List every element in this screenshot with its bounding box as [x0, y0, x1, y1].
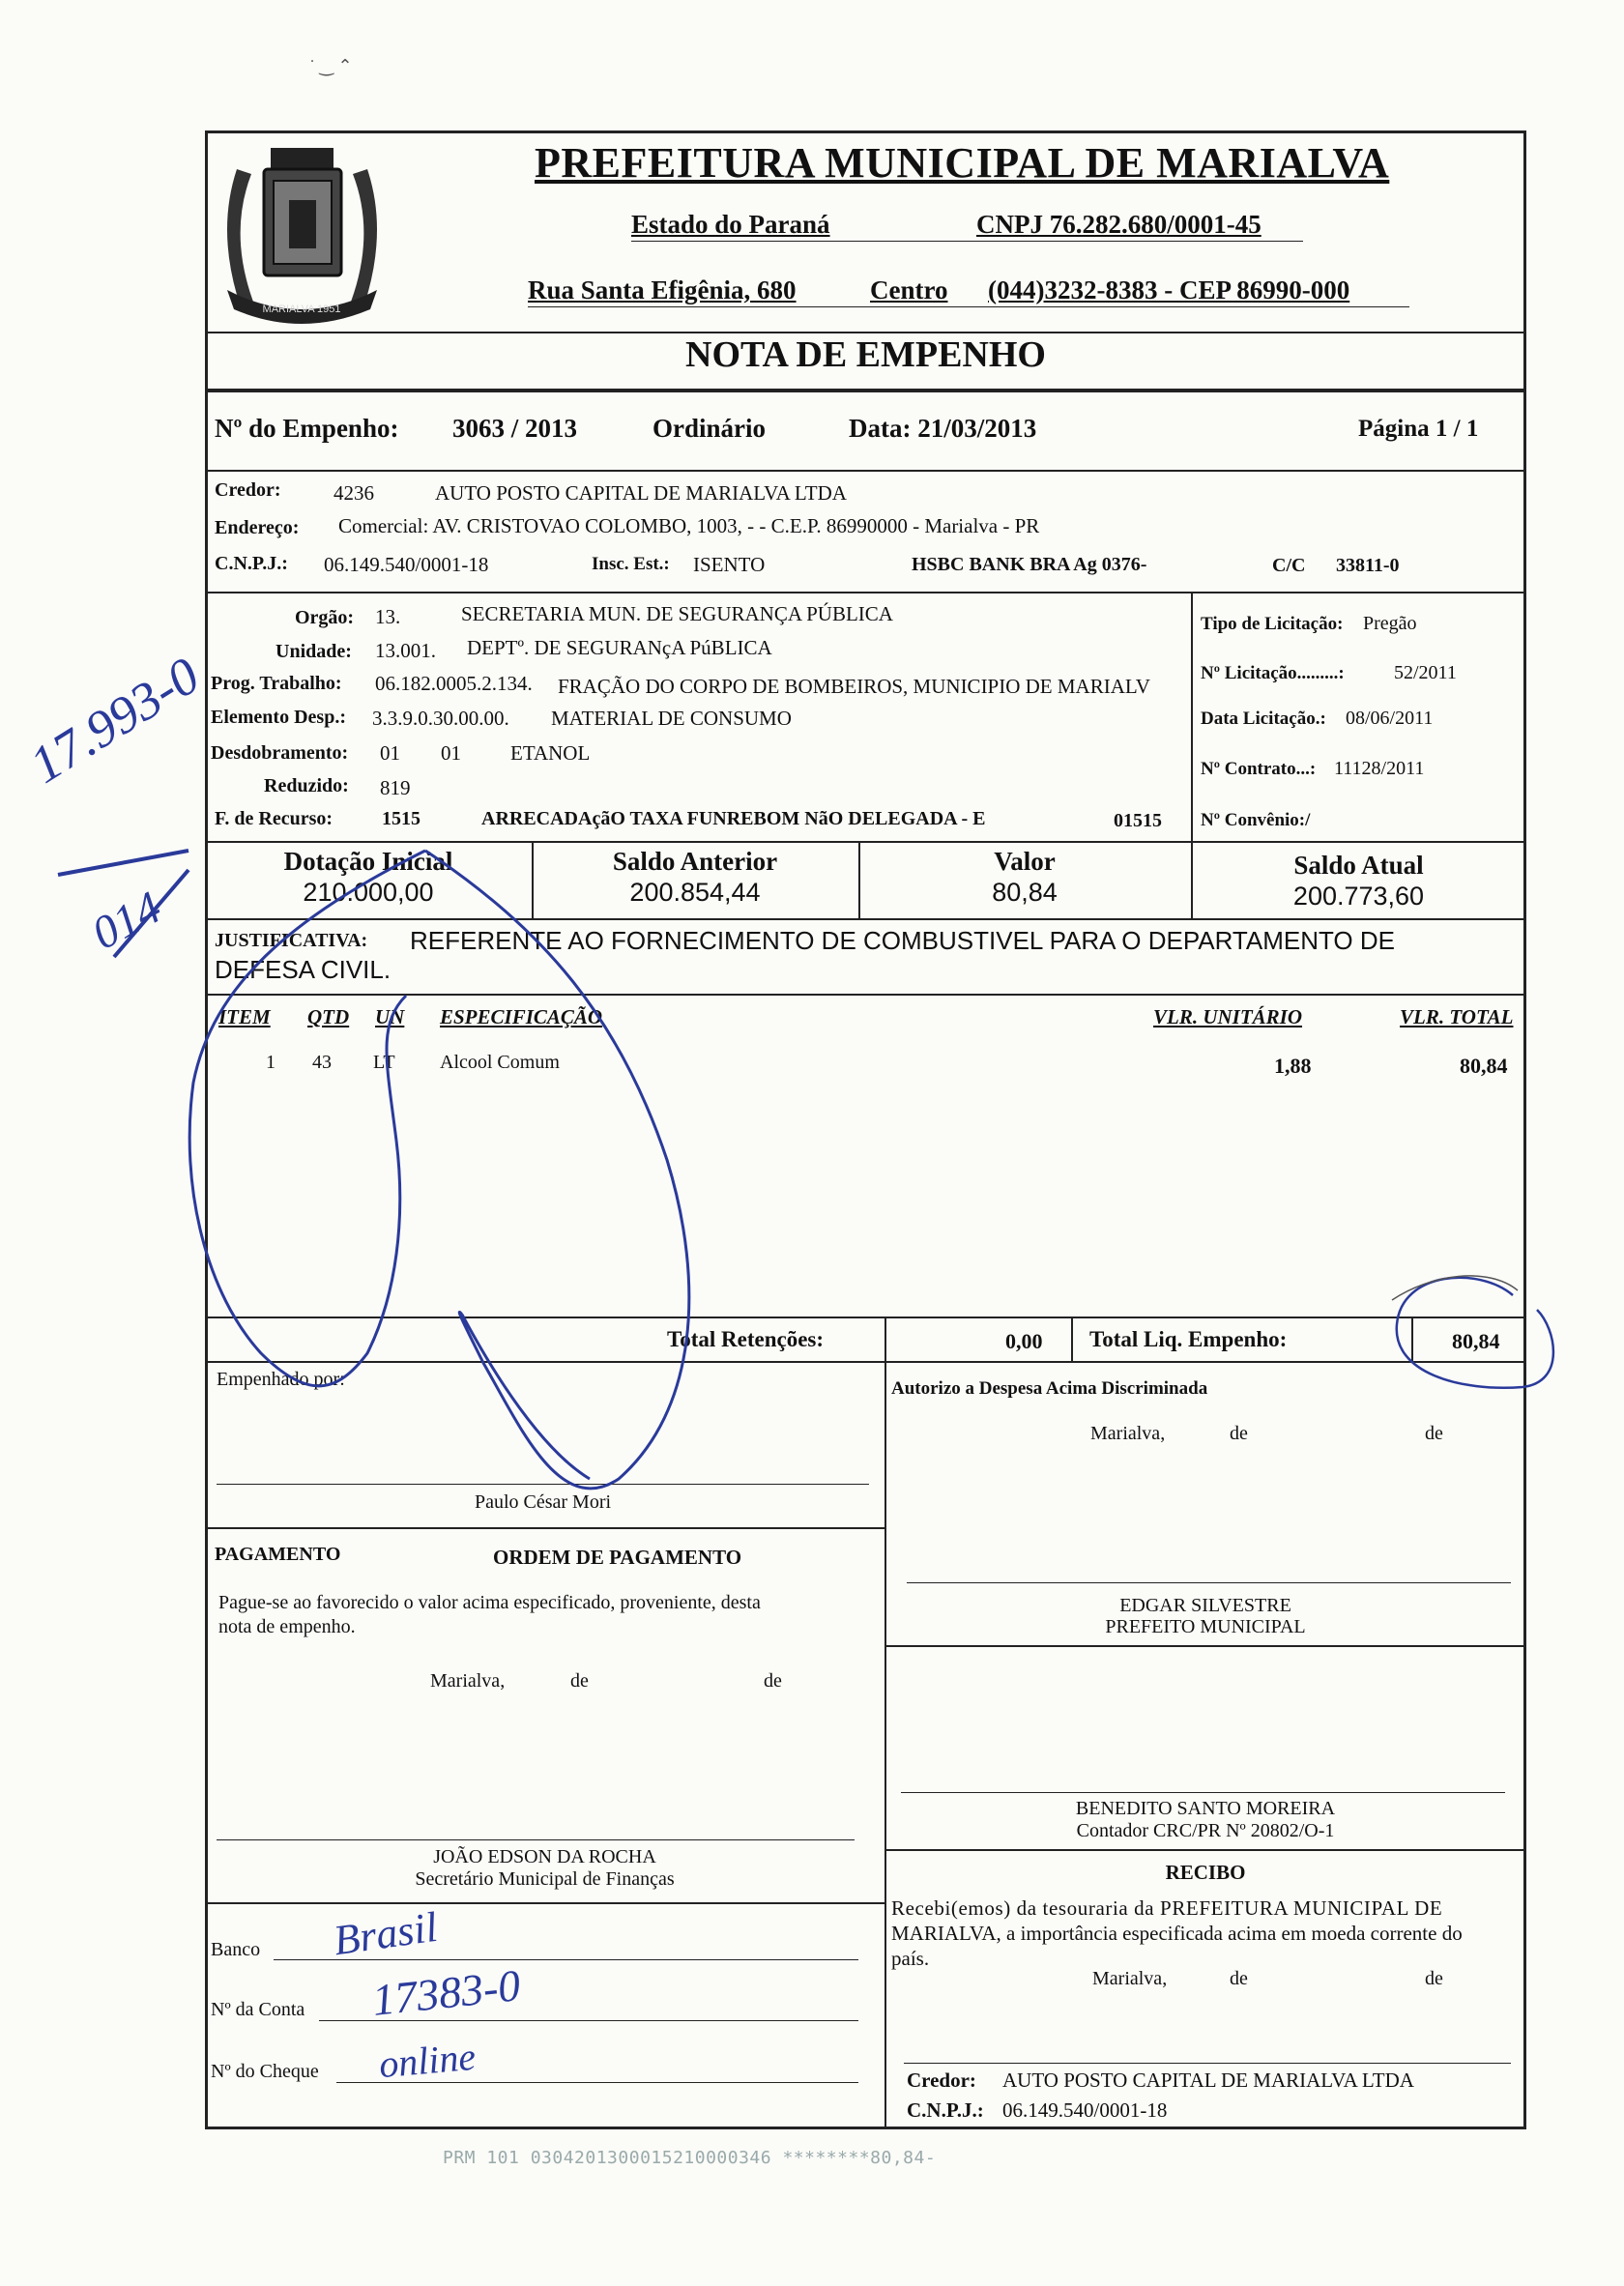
- cheque-handwritten: online: [377, 2034, 478, 2087]
- divider: [205, 1317, 1526, 1318]
- orgao-nome: SECRETARIA MUN. DE SEGURANÇA PÚBLICA: [461, 602, 893, 625]
- autorizo-de-1: de: [1230, 1423, 1248, 1444]
- pagamento-de-2: de: [764, 1670, 782, 1692]
- pagamento-texto-2: nota de empenho.: [218, 1616, 356, 1637]
- col-un: UN: [375, 1005, 405, 1028]
- doc-title: NOTA DE EMPENHO: [685, 334, 1046, 375]
- credor-banco: HSBC BANK BRA Ag 0376-: [912, 554, 1147, 575]
- empenho-pagina: Página 1 / 1: [1358, 416, 1479, 442]
- retencoes-valor: 0,00: [1005, 1329, 1043, 1353]
- credor-cc-label: C/C: [1272, 555, 1306, 576]
- empenho-tipo: Ordinário: [652, 414, 767, 443]
- credor-endereco-label: Endereço:: [215, 517, 300, 538]
- credor-label: Credor:: [215, 479, 281, 501]
- header-bairro: Centro: [870, 275, 948, 304]
- autorizo-local: Marialva,: [1090, 1423, 1166, 1444]
- prefeito-nome: EDGAR SILVESTRE: [1119, 1595, 1291, 1616]
- signature-line: [904, 2063, 1511, 2064]
- col-total: VLR. TOTAL: [1400, 1005, 1514, 1028]
- empenho-numero: 3063 / 2013: [452, 414, 578, 443]
- credor-insc-label: Insc. Est.:: [592, 554, 670, 574]
- row-un: LT: [373, 1052, 395, 1073]
- unidade-cod: 13.001.: [375, 639, 436, 662]
- recibo-de-2: de: [1425, 1968, 1443, 1989]
- prefeito-cargo: PREFEITO MUNICIPAL: [1105, 1616, 1306, 1637]
- banco-label: Banco: [211, 1939, 261, 1960]
- row-espec: Alcool Comum: [440, 1052, 560, 1073]
- col-espec: ESPECIFICAÇÃO: [440, 1005, 603, 1028]
- contador-nome: BENEDITO SANTO MOREIRA: [1075, 1798, 1336, 1819]
- pagamento-texto-1: Pague-se ao favorecido o valor acima especificado, proveniente, desta: [218, 1592, 761, 1613]
- saldo-anterior-label: Saldo Anterior: [612, 847, 778, 876]
- recibo-texto-3: país.: [891, 1947, 930, 1970]
- dotacao-label: Dotação Inicial: [283, 847, 453, 876]
- divider: [205, 1361, 1526, 1363]
- desdob-1: 01: [380, 741, 400, 765]
- col-item: ITEM: [218, 1005, 271, 1028]
- desdob-label: Desdobramento:: [211, 742, 349, 764]
- header-line-1: [631, 241, 1303, 242]
- empenhado-label: Empenhado por:: [217, 1369, 345, 1390]
- retencoes-label: Total Retenções:: [667, 1327, 825, 1351]
- elemento-cod: 3.3.9.0.30.00.00.: [372, 707, 509, 730]
- dotacao-valor: 210.000,00: [303, 878, 434, 907]
- credor-nome: AUTO POSTO CAPITAL DE MARIALVA LTDA: [435, 481, 847, 505]
- row-qtd: 43: [312, 1052, 332, 1073]
- recibo-cnpj: 06.149.540/0001-18: [1002, 2098, 1168, 2122]
- elemento-label: Elemento Desp.:: [211, 707, 346, 728]
- credor-cc: 33811-0: [1336, 555, 1400, 576]
- divider: [884, 1317, 886, 1361]
- valor-label: Valor: [994, 847, 1056, 876]
- liq-valor: 80,84: [1452, 1329, 1500, 1353]
- recurso-nome: ARRECADAçãO TAXA FUNREBOM NãO DELEGADA - E: [481, 808, 986, 829]
- prog-label: Prog. Trabalho:: [211, 673, 342, 694]
- header-cnpj: CNPJ 76.282.680/0001-45: [976, 210, 1262, 239]
- desdob-nome: ETANOL: [510, 741, 591, 765]
- convenio-label: Nº Convênio:/: [1201, 810, 1311, 830]
- header-line-2: [528, 306, 1409, 307]
- orgao-label: Orgão:: [295, 607, 355, 628]
- credor-endereco: Comercial: AV. CRISTOVAO COLOMBO, 1003, - - C.E.P. 86990000 - Marialva - PR: [338, 514, 1040, 537]
- recibo-cnpj-label: C.N.P.J.:: [907, 2098, 984, 2122]
- secretario-nome: JOÃO EDSON DA ROCHA: [433, 1846, 656, 1867]
- divider: [205, 1902, 884, 1904]
- header-telefone-cep: (044)3232-8383 - CEP 86990-000: [988, 275, 1350, 304]
- row-unitario: 1,88: [1274, 1054, 1312, 1078]
- divider: [884, 1645, 1526, 1647]
- unidade-nome: DEPTº. DE SEGURANçA PúBLICA: [467, 636, 772, 659]
- conta-handwritten: 17383-0: [369, 1960, 523, 2025]
- header-title: PREFEITURA MUNICIPAL DE MARIALVA: [535, 139, 1390, 187]
- secretario-cargo: Secretário Municipal de Finanças: [415, 1868, 675, 1890]
- divider: [1191, 592, 1193, 841]
- margin-annotation-2: 014: [83, 882, 170, 960]
- saldo-atual-valor: 200.773,60: [1292, 882, 1425, 911]
- divider: [884, 1361, 886, 2129]
- justificativa-texto-1: REFERENTE AO FORNECIMENTO DE COMBUSTIVEL PARA O DEPARTAMENTO DE: [410, 926, 1395, 955]
- row-total: 80,84: [1460, 1054, 1508, 1078]
- elemento-nome: MATERIAL DE CONSUMO: [551, 707, 792, 730]
- empenho-data: Data: 21/03/2013: [849, 414, 1037, 443]
- conta-label: Nº da Conta: [211, 1999, 305, 2020]
- recibo-texto-1: Recebi(emos) da tesouraria da PREFEITURA MUNICIPAL DE: [891, 1896, 1443, 1920]
- ordem-pagamento: ORDEM DE PAGAMENTO: [493, 1546, 742, 1569]
- liq-label: Total Liq. Empenho:: [1089, 1327, 1288, 1351]
- prog-cod: 06.182.0005.2.134.: [375, 672, 533, 695]
- divider: [884, 1849, 1526, 1851]
- divider: [1071, 1317, 1073, 1361]
- divider: [205, 918, 1526, 920]
- valor-valor: 80,84: [992, 878, 1058, 907]
- recurso-cod: 1515: [382, 808, 420, 829]
- recibo-de-1: de: [1230, 1968, 1248, 1989]
- reduzido-label: Reduzido:: [264, 775, 349, 796]
- recibo-credor-label: Credor:: [907, 2069, 976, 2092]
- saldo-atual-label: Saldo Atual: [1293, 851, 1424, 880]
- contador-cargo: Contador CRC/PR Nº 20802/O-1: [1076, 1820, 1335, 1841]
- signature-line: [901, 1792, 1505, 1793]
- recibo-credor: AUTO POSTO CAPITAL DE MARIALVA LTDA: [1002, 2069, 1414, 2092]
- empenho-label: Nº do Empenho:: [215, 414, 399, 443]
- margin-annotation-1: 17.993-0: [19, 646, 210, 795]
- signature-line: [217, 1839, 855, 1840]
- credor-codigo: 4236: [334, 481, 374, 505]
- rodape-codigo: PRM 101 0304201300015210000346 ********80,84-: [443, 2148, 937, 2168]
- divider: [205, 389, 1526, 392]
- divider: [205, 592, 1526, 593]
- header-estado: Estado do Paraná: [631, 210, 830, 239]
- recibo-texto-2: MARIALVA, a importância especificada acima em moeda corrente do: [891, 1922, 1463, 1945]
- recibo-local: Marialva,: [1092, 1968, 1168, 1989]
- pagamento-de-1: de: [570, 1670, 589, 1692]
- licitacao-num-label: Nº Licitação.........:: [1201, 663, 1345, 683]
- justificativa-label: JUSTIFICATIVA:: [215, 930, 368, 951]
- justificativa-texto-2: DEFESA CIVIL.: [215, 955, 392, 984]
- pagamento-label: PAGAMENTO: [215, 1544, 341, 1565]
- banco-handwritten: Brasil: [331, 1902, 441, 1965]
- divider: [1411, 1317, 1413, 1361]
- reduzido: 819: [380, 776, 411, 799]
- licitacao-num: 52/2011: [1394, 662, 1457, 683]
- licitacao-data: 08/06/2011: [1346, 708, 1434, 729]
- contrato-label: Nº Contrato...:: [1201, 759, 1317, 779]
- pagamento-local: Marialva,: [430, 1670, 506, 1692]
- licitacao-tipo: Pregão: [1363, 613, 1417, 634]
- row-item: 1: [266, 1052, 276, 1073]
- unidade-label: Unidade:: [276, 641, 352, 662]
- licitacao-tipo-label: Tipo de Licitação:: [1201, 614, 1344, 634]
- signature-line: [217, 1484, 869, 1485]
- prog-nome: FRAÇÃO DO CORPO DE BOMBEIROS, MUNICIPIO DE MARIALV: [558, 675, 1150, 698]
- col-unitario: VLR. UNITÁRIO: [1153, 1005, 1303, 1028]
- desdob-2: 01: [441, 741, 461, 765]
- divider: [205, 470, 1526, 472]
- autorizo-label: Autorizo a Despesa Acima Discriminada: [891, 1378, 1208, 1399]
- municipal-seal-icon: [208, 130, 396, 333]
- seal-banner-text: MARIALVA 1951: [262, 304, 341, 315]
- autorizo-de-2: de: [1425, 1423, 1443, 1444]
- recurso-num: 01515: [1114, 810, 1162, 831]
- orgao-cod: 13.: [375, 605, 401, 628]
- recibo-label: RECIBO: [1165, 1861, 1246, 1884]
- credor-cnpj-label: C.N.P.J.:: [215, 553, 288, 574]
- divider: [205, 994, 1526, 996]
- col-qtd: QTD: [307, 1005, 350, 1028]
- cheque-label: Nº do Cheque: [211, 2061, 319, 2082]
- saldo-anterior-valor: 200.854,44: [629, 878, 761, 907]
- signature-line: [907, 1582, 1511, 1583]
- divider: [205, 841, 1526, 843]
- credor-insc: ISENTO: [693, 553, 766, 576]
- contrato: 11128/2011: [1334, 758, 1425, 779]
- credor-cnpj: 06.149.540/0001-18: [324, 553, 489, 576]
- recurso-label: F. de Recurso:: [215, 808, 334, 829]
- scan-mark: ˙ ‿ ⌃: [309, 56, 353, 75]
- licitacao-data-label: Data Licitação.:: [1201, 709, 1326, 729]
- header-endereco: Rua Santa Efigênia, 680: [528, 275, 797, 304]
- divider: [205, 1527, 884, 1529]
- empenhado-nome: Paulo César Mori: [474, 1491, 612, 1513]
